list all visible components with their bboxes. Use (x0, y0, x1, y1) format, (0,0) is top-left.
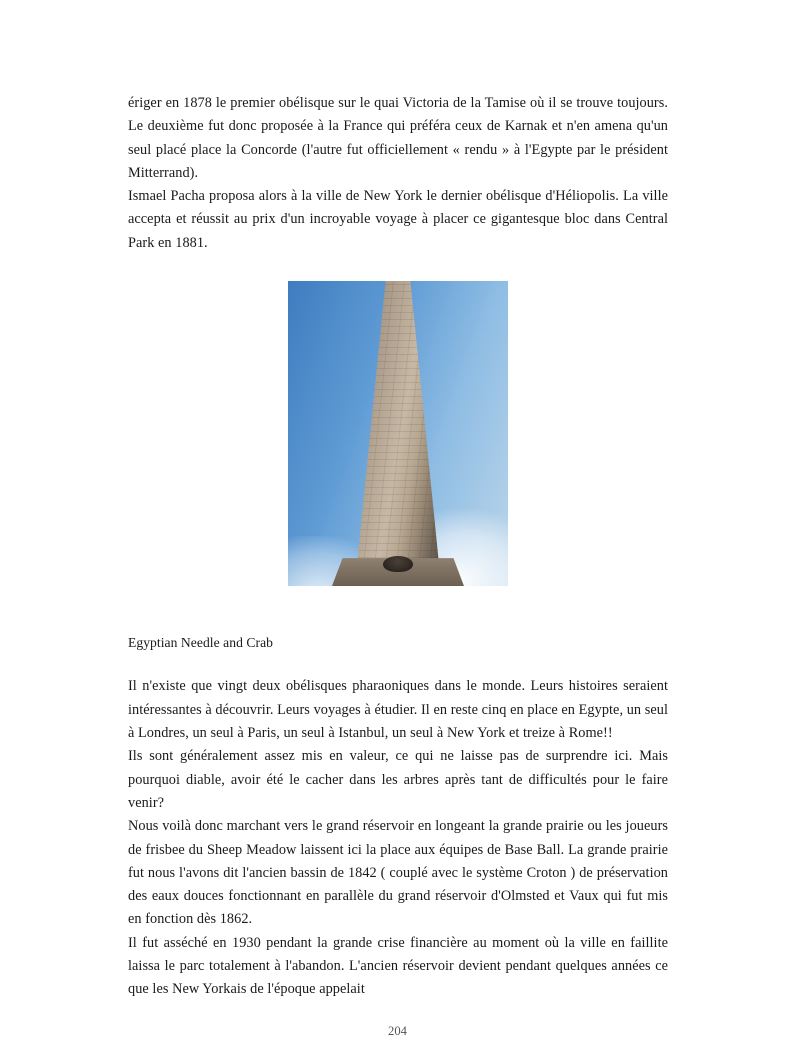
figure-obelisk (128, 281, 668, 591)
paragraph-5: Nous voilà donc marchant vers le grand réservoir en longeant la grande prairie ou les joueurs de frisbee du Sheep Meadow laissent ici la place aux équipes de Base Ball. La grande prairie fut nous l'avons dit l'ancien bassin de 1842 ( couplé avec le système Croton ) de préservation des eaux douces fonctionnant en parallèle du grand réservoir d'Olmsted et Vaux qui fut mis en fonction dès 1862. (128, 818, 668, 928)
paragraph-4: Ils sont généralement assez mis en valeur, ce qui ne laisse pas de surprendre ici. Mais pourquoi diable, avoir été le cacher dans les arbres après tant de difficultés pour le faire venir? (128, 748, 668, 811)
figure-caption: Egyptian Needle and Crab (128, 635, 274, 651)
paragraph-6: Il fut asséché en 1930 pendant la grande crise financière au moment où la ville en faillite laissa le parc totalement à l'abandon. L'ancien réservoir devient pendant quelques années ce que les New Yorkais de l'époque appelait (128, 934, 668, 998)
crab-sculpture (383, 556, 413, 572)
paragraph-2: Ismael Pacha proposa alors à la ville de New York le dernier obélisque d'Héliopolis. La ville accepta et réussit au prix d'un incroyable voyage à placer ce gigantesque bloc dans Central Park en 1881. (128, 188, 668, 251)
page-number: 204 (388, 1024, 407, 1038)
paragraph-1: ériger en 1878 le premier obélisque sur le quai Victoria de la Tamise où il se trouve toujours. Le deuxième fut donc proposée à la France qui préféra ceux de Karnak et n'en amena qu'un seul placé place la Concorde (l'autre fut officiellement « rendu » à l'Egypte par le président Mitterrand). (128, 95, 668, 181)
obelisk-photo (288, 281, 508, 586)
paragraph-3: Il n'existe que vingt deux obélisques pharaoniques dans le monde. Leurs histoires seraient intéressantes à découvrir. Leurs voyages à étudier. Il en reste cinq en place en Egypte, un seul à Londres, un seul à Paris, un seul à Istanbul, un seul à New York et treize à Rome!! (128, 678, 668, 742)
page-content (128, 92, 668, 1002)
